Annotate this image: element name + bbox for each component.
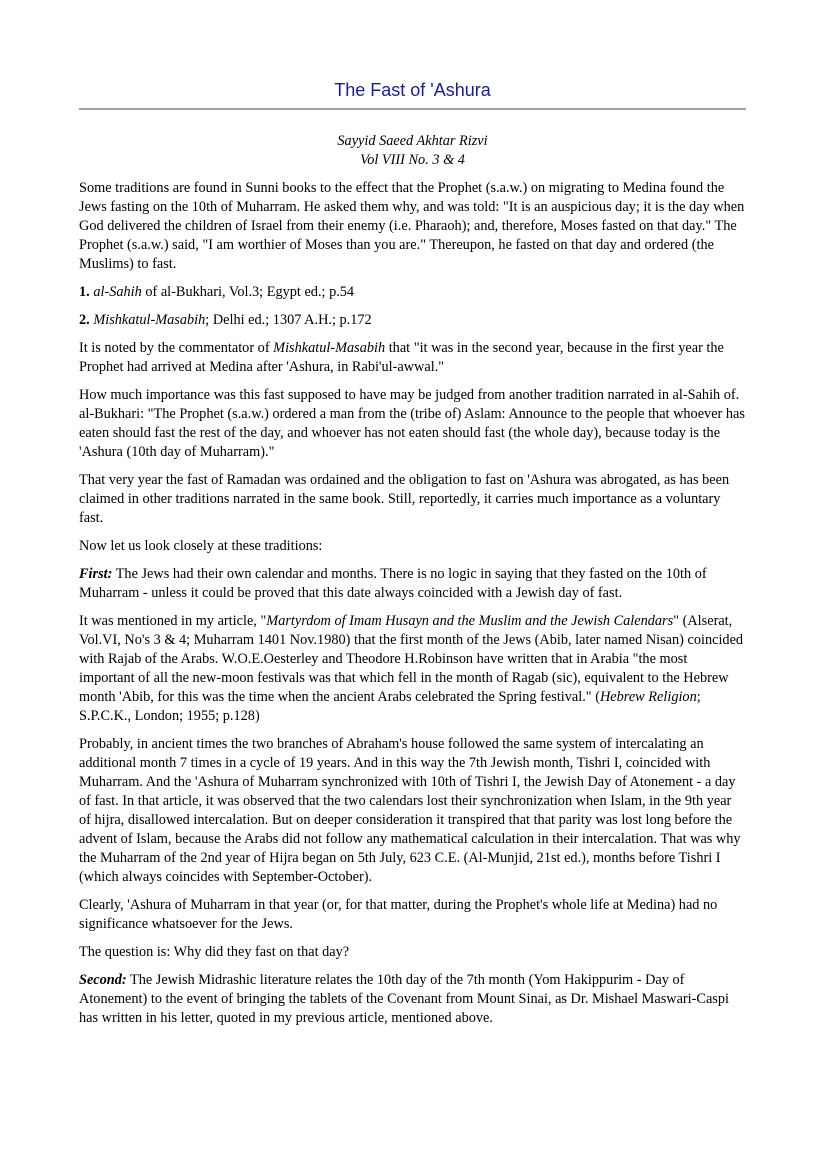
paragraph-11	[79, 971, 746, 1028]
point-label: Second:	[79, 972, 127, 988]
book-title: Hebrew Religion	[599, 689, 697, 705]
text-span: ; S.P.C.K., London; 1955; p.128)	[79, 689, 701, 724]
page-title: The Fast of 'Ashura	[334, 80, 491, 100]
article-title: Martyrdom of Imam Husayn and the Muslim and the Jewish Calendars	[266, 613, 674, 629]
text-span: The Jews had their own calendar and months. There is no logic in saying that they fasted on the 10th of Muharram - unless it could be proved that this date always coincided with a Jewish day of fast.	[79, 566, 707, 601]
text-span: " (Alserat, Vol.VI, No's 3 & 4; Muharram 1401 Nov.1980) that the first month of the Jews (Abib, later named Nisan) coincided with Rajab of the Arabs. W.O.E.Oesterley and Theodore H.Robinson have written that in Arabia "the most important of all the new-moon festivals was that which fell in the month of Ragab (sic), equivalent to the Hebrew month 'Abib, for this was the time when the ancient Arabs celebrated the Spring festival." (	[79, 613, 744, 705]
volume-info: Vol VIII No. 3 & 4	[360, 152, 465, 168]
reference-details: of al-Bukhari, Vol.3; Egypt ed.; p.54	[141, 284, 355, 300]
reference-number: 1.	[79, 284, 90, 300]
paragraph-2	[79, 339, 746, 377]
text-span: that "it was in the second year, because in the first year the Prophet had arrived at Medina after 'Ashura, in Rabi'ul-awwal."	[79, 340, 724, 375]
reference-title: Mishkatul-Masabih	[93, 312, 206, 328]
reference-number: 2.	[79, 312, 90, 328]
paragraph-8: Probably, in ancient times the two branches of Abraham's house followed the same system of intercalating an additional month 7 times in a cycle of 19 years. And in this way the 7th Jewish month, Tishri I, coincided with Muharram. And the 'Ashura of Muharram synchronized with 10th of Tishri I, the Jewish Day of Atonement - a day of fast. In that article, it was observed that the two calendars lost their synchronization when Islam, in the 9th year of hijra, disallowed intercalation. But on deeper consideration it transpired that that parity was lost long before the advent of Islam, because the Arabs did not follow any mathematical calculation in their intercalation. That was why the Muharram of the 2nd year of Hijra began on 5th July, 623 C.E. (Al-Munjid, 21st ed.), months before Tishri I (which always coincides with September-October).	[79, 736, 741, 885]
book-title: Mishkatul-Masabih	[273, 340, 386, 356]
paragraph-10: The question is: Why did they fast on that day?	[79, 944, 350, 960]
article-body	[79, 179, 746, 1037]
paragraph-9: Clearly, 'Ashura of Muharram in that year (or, for that matter, during the Prophet's whole life at Medina) had no significance whatsoever for the Jews.	[79, 897, 718, 932]
reference-details: ; Delhi ed.; 1307 A.H.; p.172	[205, 312, 372, 328]
text-span: The Jewish Midrashic literature relates the 10th day of the 7th month (Yom Hakippurim - Day of Atonement) to the event of bringing the tablets of the Covenant from Mount Sinai, as Dr. Mishael Maswari-Caspi has written in his letter, quoted in my previous article, mentioned above.	[79, 972, 729, 1026]
reference-1	[79, 283, 746, 302]
text-span: It was mentioned in my article, "	[79, 613, 267, 629]
point-label: First:	[79, 566, 113, 582]
byline	[79, 132, 746, 170]
paragraph-3: How much importance was this fast supposed to have may be judged from another tradition narrated in al-Sahih of. al-Bukhari: "The Prophet (s.a.w.) ordered a man from the (tribe of) Aslam: Announce to the people that whoever has eaten should fast the rest of the day, and whoever has not eaten should fast (the whole day), because today is the 'Ashura (10th day of Muharram)."	[79, 387, 745, 460]
paragraph-4: That very year the fast of Ramadan was ordained and the obligation to fast on 'Ashura was abrogated, as has been claimed in other traditions narrated in the same book. Still, reportedly, it carries much importance as a voluntary fast.	[79, 472, 730, 526]
title-divider	[79, 108, 746, 110]
reference-title: al-Sahih	[93, 284, 142, 300]
paragraph-1: Some traditions are found in Sunni books to the effect that the Prophet (s.a.w.) on migrating to Medina found the Jews fasting on the 10th of Muharram. He asked them why, and was told: "It is an auspicious day; it is the day when God delivered the children of Israel from their enemy (i.e. Pharaoh); and, therefore, Moses fasted on that day." The Prophet (s.a.w.) said, "I am worthier of Moses than you are." Thereupon, he fasted on that day and ordered (the Muslims) to fast.	[79, 180, 745, 272]
paragraph-6	[79, 565, 746, 603]
reference-2	[79, 311, 746, 330]
paragraph-7	[79, 612, 746, 726]
paragraph-5: Now let us look closely at these traditions:	[79, 538, 323, 554]
author-name: Sayyid Saeed Akhtar Rizvi	[337, 133, 488, 149]
text-span: It is noted by the commentator of	[79, 340, 274, 356]
